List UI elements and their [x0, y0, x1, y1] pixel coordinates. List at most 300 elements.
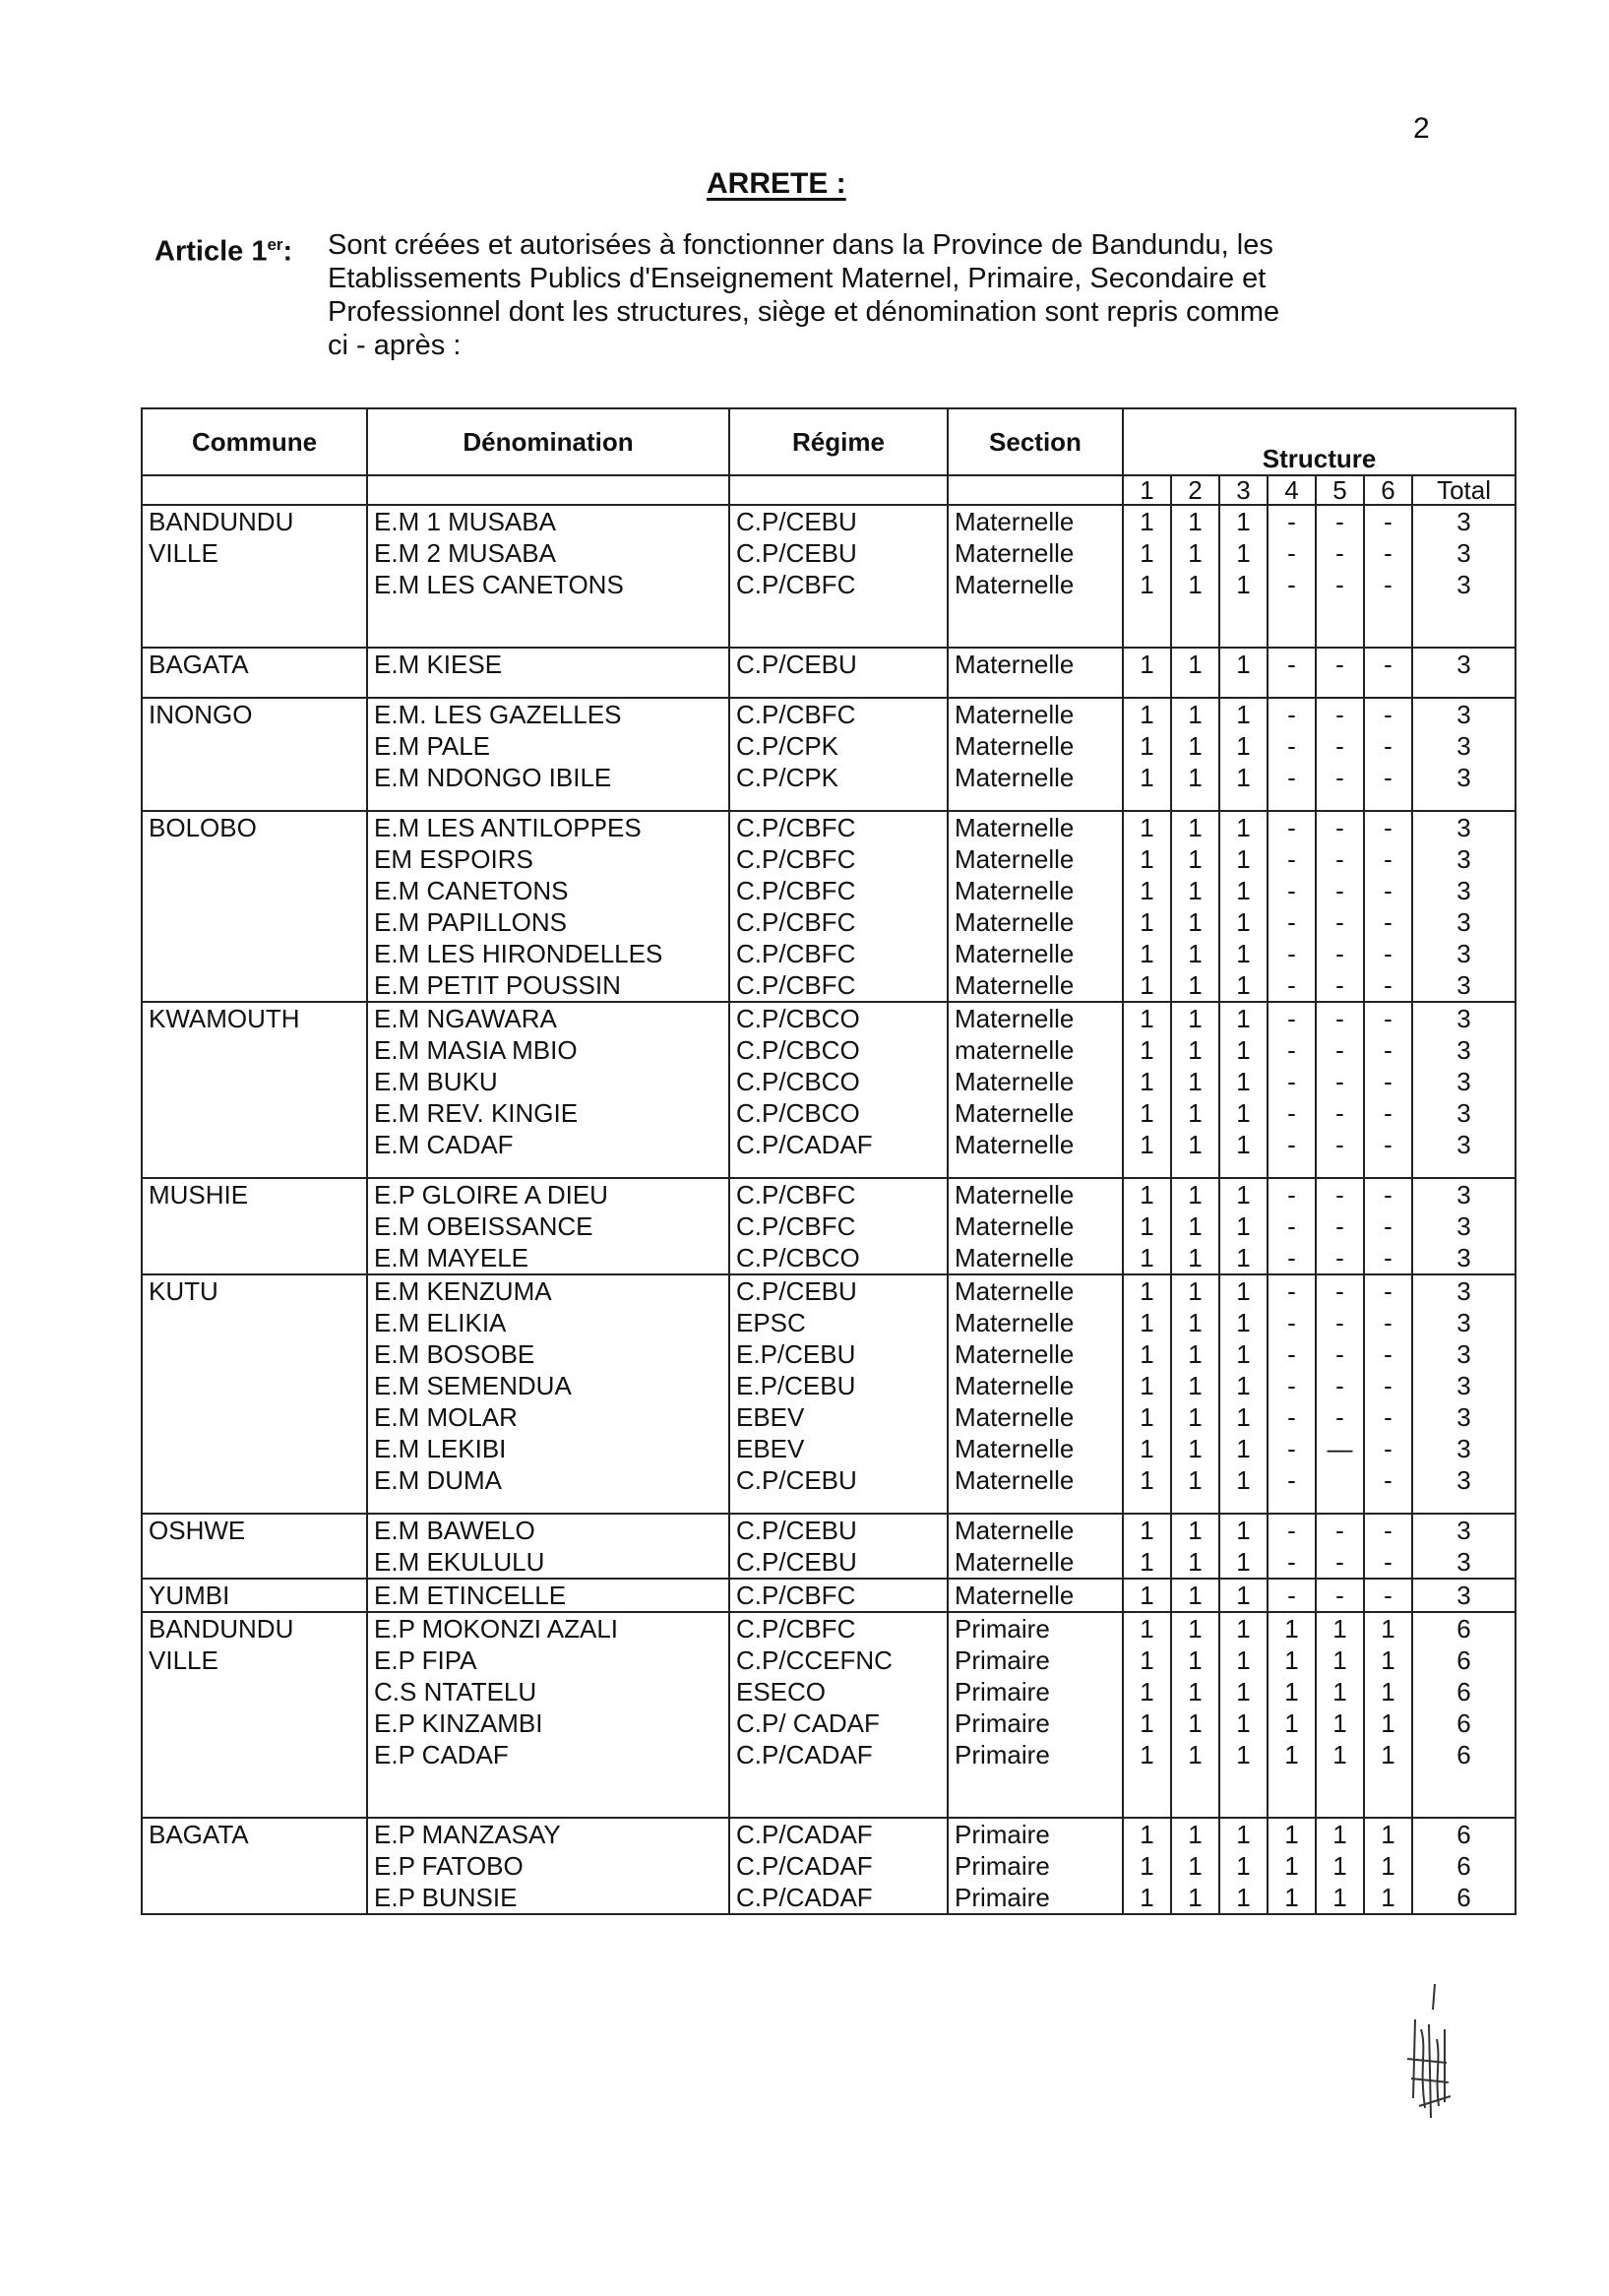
structure-level-cell: - [1364, 1002, 1412, 1034]
section-cell: Maternelle [948, 1370, 1123, 1401]
subheader-level: 3 [1219, 475, 1268, 505]
commune-name: VILLE [149, 1645, 218, 1675]
regime-cell: C.P/CBFC [729, 938, 948, 969]
structure-level-cell: 1 [1123, 648, 1171, 680]
structure-level-cell: 1 [1171, 569, 1219, 600]
denomination-cell: E.M LEKIBI [367, 1433, 729, 1464]
structure-level-cell: 1 [1123, 811, 1171, 843]
spacer-cell [1123, 680, 1171, 698]
structure-level-cell: 1 [1219, 537, 1268, 569]
structure-level-cell: 1 [1171, 1034, 1219, 1066]
regime-cell: C.P/CBCO [729, 1097, 948, 1129]
article-label-sup: er [267, 235, 283, 254]
table-row [142, 811, 1516, 843]
commune-cell [142, 648, 367, 698]
structure-level-cell: 1 [1171, 648, 1219, 680]
structure-level-cell: 1 [1171, 1850, 1219, 1882]
denomination-cell: E.M OBEISSANCE [367, 1210, 729, 1242]
structure-level-cell: 1 [1219, 730, 1268, 762]
structure-total-cell: 3 [1412, 1242, 1516, 1274]
regime-cell: C.P/CEBU [729, 648, 948, 680]
spacer-cell [1219, 793, 1268, 811]
spacer-cell [1171, 793, 1219, 811]
subheader-total: Total [1412, 475, 1516, 505]
structure-level-cell: - [1364, 1274, 1412, 1307]
structure-level-cell: - [1316, 1002, 1364, 1034]
structure-level-cell: 1 [1171, 1882, 1219, 1914]
structure-level-cell: - [1316, 811, 1364, 843]
structure-level-cell: 1 [1123, 1307, 1171, 1338]
spacer-cell [1219, 600, 1268, 648]
structure-total-cell: 3 [1412, 1307, 1516, 1338]
structure-level-cell: 1 [1219, 1612, 1268, 1644]
structure-level-cell: 1 [1123, 698, 1171, 730]
structure-level-cell: 1 [1171, 1514, 1219, 1546]
section-cell: Maternelle [948, 1546, 1123, 1579]
spacer-cell [1219, 1770, 1268, 1818]
spacer-cell [1364, 680, 1412, 698]
structure-level-cell: 1 [1171, 762, 1219, 793]
structure-level-cell: - [1268, 730, 1316, 762]
spacer-cell [367, 1160, 729, 1178]
table-row [142, 1002, 1516, 1034]
structure-level-cell: 1 [1123, 1370, 1171, 1401]
denomination-cell: E.M 1 MUSABA [367, 505, 729, 537]
section-cell: Primaire [948, 1882, 1123, 1914]
section-cell: Maternelle [948, 1178, 1123, 1210]
section-cell: Maternelle [948, 569, 1123, 600]
structure-level-cell: 1 [1171, 730, 1219, 762]
denomination-cell: E.M LES ANTILOPPES [367, 811, 729, 843]
structure-level-cell: 1 [1268, 1818, 1316, 1850]
structure-total-cell: 3 [1412, 698, 1516, 730]
structure-level-cell: 1 [1219, 1739, 1268, 1770]
section-cell: Maternelle [948, 1242, 1123, 1274]
spacer-cell [1412, 1770, 1516, 1818]
structure-level-cell: 1 [1219, 569, 1268, 600]
denomination-cell: E.M PETIT POUSSIN [367, 969, 729, 1002]
section-cell: maternelle [948, 1034, 1123, 1066]
spacer-cell [1219, 680, 1268, 698]
structure-level-cell: 1 [1219, 1242, 1268, 1274]
commune-cell [142, 1274, 367, 1514]
structure-level-cell: 1 [1123, 906, 1171, 938]
structure-total-cell: 3 [1412, 906, 1516, 938]
table-row [142, 1612, 1516, 1644]
structure-level-cell: 1 [1316, 1850, 1364, 1882]
structure-level-cell: 1 [1219, 1034, 1268, 1066]
regime-cell: C.P/CADAF [729, 1818, 948, 1850]
denomination-cell: E.P MOKONZI AZALI [367, 1612, 729, 1644]
structure-level-cell: 1 [1123, 969, 1171, 1002]
regime-cell: C.P/CEBU [729, 505, 948, 537]
structure-level-cell: 1 [1171, 1066, 1219, 1097]
spacer-cell [1268, 1160, 1316, 1178]
spacer-cell [367, 793, 729, 811]
structure-level-cell: 1 [1123, 1066, 1171, 1097]
regime-cell: C.P/CBCO [729, 1034, 948, 1066]
structure-level-cell: - [1364, 698, 1412, 730]
spacer-cell [1412, 1160, 1516, 1178]
table-subheader-row [142, 475, 1516, 505]
structure-level-cell: 1 [1171, 1370, 1219, 1401]
structure-level-cell: 1 [1268, 1676, 1316, 1707]
structure-level-cell: 1 [1219, 1307, 1268, 1338]
denomination-cell: E.M CADAF [367, 1129, 729, 1160]
denomination-cell: E.M MOLAR [367, 1401, 729, 1433]
structure-level-cell: 1 [1123, 730, 1171, 762]
spacer-cell [1123, 600, 1171, 648]
section-cell: Maternelle [948, 1274, 1123, 1307]
structure-total-cell: 3 [1412, 762, 1516, 793]
spacer-cell [729, 1770, 948, 1818]
article-line: Professionnel dont les structures, siège et dénomination sont repris comme [328, 296, 1280, 328]
structure-level-cell: - [1364, 906, 1412, 938]
structure-total-cell: 3 [1412, 1433, 1516, 1464]
header-commune: Commune [142, 408, 367, 475]
structure-level-cell: 1 [1123, 1034, 1171, 1066]
structure-level-cell: 1 [1171, 969, 1219, 1002]
article-label-text: Article 1 [155, 235, 268, 268]
structure-level-cell: 1 [1123, 938, 1171, 969]
structure-level-cell: - [1316, 1274, 1364, 1307]
denomination-cell: E.M NDONGO IBILE [367, 762, 729, 793]
structure-total-cell: 3 [1412, 1401, 1516, 1433]
commune-group [142, 811, 1516, 1002]
structure-total-cell: 3 [1412, 505, 1516, 537]
structure-level-cell: 1 [1123, 1129, 1171, 1160]
structure-level-cell: 1 [1123, 1097, 1171, 1129]
structure-level-cell: - [1364, 811, 1412, 843]
spacer-cell [1123, 1496, 1171, 1514]
regime-cell: C.P/CADAF [729, 1882, 948, 1914]
section-cell: Primaire [948, 1818, 1123, 1850]
structure-level-cell: - [1268, 1066, 1316, 1097]
denomination-cell: E.M LES HIRONDELLES [367, 938, 729, 969]
structure-level-cell: - [1364, 1178, 1412, 1210]
structure-level-cell: 1 [1219, 969, 1268, 1002]
structure-level-cell: 1 [1123, 1882, 1171, 1914]
structure-level-cell: 1 [1123, 1612, 1171, 1644]
structure-level-cell: 1 [1171, 1242, 1219, 1274]
structure-total-cell: 3 [1412, 1129, 1516, 1160]
structure-total-cell: 3 [1412, 1210, 1516, 1242]
commune-group [142, 1178, 1516, 1274]
structure-level-cell: - [1268, 1210, 1316, 1242]
structure-level-cell: 1 [1268, 1612, 1316, 1644]
spacer-cell [948, 1160, 1123, 1178]
structure-total-cell: 3 [1412, 1097, 1516, 1129]
section-cell: Maternelle [948, 698, 1123, 730]
structure-level-cell: - [1364, 762, 1412, 793]
structure-level-cell: 1 [1171, 1002, 1219, 1034]
structure-level-cell: - [1364, 1242, 1412, 1274]
denomination-cell: E.M BOSOBE [367, 1338, 729, 1370]
structure-level-cell: - [1316, 1514, 1364, 1546]
structure-level-cell: 1 [1123, 843, 1171, 875]
structure-level-cell: - [1268, 1401, 1316, 1433]
structure-level-cell: 1 [1171, 1707, 1219, 1739]
article-line: Etablissements Publics d'Enseignement Maternel, Primaire, Secondaire et [328, 263, 1267, 294]
commune-cell [142, 811, 367, 1002]
spacer-cell [1412, 600, 1516, 648]
structure-level-cell: 1 [1219, 1433, 1268, 1464]
regime-cell: C.P/CBFC [729, 969, 948, 1002]
structure-level-cell: - [1268, 843, 1316, 875]
spacer-cell [1171, 600, 1219, 648]
denomination-cell: E.M KIESE [367, 648, 729, 680]
structure-level-cell: 1 [1123, 1739, 1171, 1770]
section-cell: Maternelle [948, 1433, 1123, 1464]
structure-level-cell: - [1268, 1370, 1316, 1401]
structure-level-cell: 1 [1219, 843, 1268, 875]
structure-level-cell: 1 [1171, 1129, 1219, 1160]
structure-level-cell: - [1316, 1370, 1364, 1401]
structure-total-cell: 3 [1412, 1546, 1516, 1579]
spacer-cell [729, 1496, 948, 1514]
denomination-cell: E.P MANZASAY [367, 1818, 729, 1850]
section-cell: Maternelle [948, 969, 1123, 1002]
spacer-cell [1316, 680, 1364, 698]
denomination-cell: E.M ELIKIA [367, 1307, 729, 1338]
spacer-cell [1316, 1160, 1364, 1178]
structure-level-cell: - [1316, 1579, 1364, 1612]
spacer-cell [1123, 1160, 1171, 1178]
structure-level-cell: 1 [1123, 1707, 1171, 1739]
table-row [142, 505, 1516, 537]
structure-level-cell: - [1268, 505, 1316, 537]
commune-name: OSHWE [149, 1516, 246, 1545]
structure-level-cell: - [1364, 648, 1412, 680]
section-cell: Maternelle [948, 1066, 1123, 1097]
structure-level-cell: 1 [1219, 1178, 1268, 1210]
denomination-cell: E.P CADAF [367, 1739, 729, 1770]
structure-total-cell: 3 [1412, 1178, 1516, 1210]
structure-level-cell: - [1316, 1097, 1364, 1129]
denomination-cell: E.M SEMENDUA [367, 1370, 729, 1401]
section-cell: Maternelle [948, 875, 1123, 906]
spacer-cell [1123, 1770, 1171, 1818]
commune-group [142, 1612, 1516, 1818]
commune-name: KUTU [149, 1276, 218, 1306]
commune-name: MUSHIE [149, 1180, 249, 1210]
spacer-cell [1412, 793, 1516, 811]
regime-cell: EBEV [729, 1401, 948, 1433]
structure-level-cell: - [1364, 1097, 1412, 1129]
commune-group [142, 1514, 1516, 1579]
regime-cell: C.P/CBFC [729, 1210, 948, 1242]
structure-level-cell: - [1364, 505, 1412, 537]
structure-level-cell: 1 [1171, 537, 1219, 569]
structure-level-cell: - [1364, 730, 1412, 762]
structure-level-cell: 1 [1219, 1401, 1268, 1433]
structure-level-cell: 1 [1219, 1644, 1268, 1676]
spacer-cell [1171, 1496, 1219, 1514]
regime-cell: C.P/CBCO [729, 1242, 948, 1274]
table-row [142, 648, 1516, 680]
structure-level-cell: - [1316, 969, 1364, 1002]
structure-level-cell: 1 [1219, 811, 1268, 843]
structure-level-cell: - [1316, 1178, 1364, 1210]
structure-level-cell: 1 [1219, 1066, 1268, 1097]
structure-level-cell: 1 [1123, 505, 1171, 537]
denomination-cell: E.M MASIA MBIO [367, 1034, 729, 1066]
section-cell: Maternelle [948, 1129, 1123, 1160]
spacer-cell [1316, 600, 1364, 648]
structure-level-cell: - [1316, 569, 1364, 600]
structure-level-cell: - [1268, 698, 1316, 730]
commune-name: BANDUNDU [149, 1614, 294, 1644]
structure-level-cell: 1 [1316, 1644, 1364, 1676]
subheader-empty [948, 475, 1123, 505]
regime-cell: C.P/CBFC [729, 1178, 948, 1210]
structure-level-cell: 1 [1123, 1850, 1171, 1882]
regime-cell: C.P/CEBU [729, 1514, 948, 1546]
structure-total-cell: 3 [1412, 730, 1516, 762]
spacer-cell [1268, 600, 1316, 648]
section-cell: Maternelle [948, 1307, 1123, 1338]
structure-total-cell: 3 [1412, 1464, 1516, 1496]
structure-level-cell: - [1364, 1129, 1412, 1160]
structure-level-cell: - [1364, 1370, 1412, 1401]
regime-cell: C.P/CBFC [729, 1612, 948, 1644]
structure-level-cell: - [1268, 875, 1316, 906]
structure-level-cell: 1 [1219, 762, 1268, 793]
structure-level-cell: - [1268, 969, 1316, 1002]
structure-level-cell: - [1364, 1401, 1412, 1433]
regime-cell: C.P/CCEFNC [729, 1644, 948, 1676]
regime-cell: C.P/CBFC [729, 698, 948, 730]
structure-level-cell: 1 [1171, 906, 1219, 938]
denomination-cell: E.M 2 MUSABA [367, 537, 729, 569]
page-number: 2 [1413, 112, 1430, 145]
structure-level-cell: - [1316, 1066, 1364, 1097]
structure-total-cell: 3 [1412, 1002, 1516, 1034]
structure-total-cell: 3 [1412, 1370, 1516, 1401]
structure-level-cell: 1 [1219, 1850, 1268, 1882]
structure-level-cell: - [1316, 762, 1364, 793]
structure-level-cell: - [1364, 569, 1412, 600]
table-row [142, 1178, 1516, 1210]
spacer-cell [948, 600, 1123, 648]
section-cell: Primaire [948, 1612, 1123, 1644]
denomination-cell: E.M PALE [367, 730, 729, 762]
structure-level-cell: 1 [1364, 1850, 1412, 1882]
structure-level-cell: - [1316, 1338, 1364, 1370]
spacer-cell [729, 793, 948, 811]
section-cell: Maternelle [948, 762, 1123, 793]
structure-level-cell: 1 [1123, 875, 1171, 906]
structure-level-cell: 1 [1364, 1707, 1412, 1739]
structure-level-cell: - [1316, 1210, 1364, 1242]
structure-level-cell: 1 [1219, 1274, 1268, 1307]
structure-level-cell: - [1316, 1401, 1364, 1433]
structure-level-cell: 1 [1171, 1739, 1219, 1770]
commune-name: KWAMOUTH [149, 1004, 300, 1033]
spacer-cell [1171, 1160, 1219, 1178]
denomination-cell: E.P BUNSIE [367, 1882, 729, 1914]
article-1 [155, 228, 1434, 362]
signature-mark [1376, 1980, 1474, 2128]
denomination-cell: E.M CANETONS [367, 875, 729, 906]
structure-total-cell: 6 [1412, 1707, 1516, 1739]
structure-level-cell: - [1268, 1274, 1316, 1307]
regime-cell: C.P/CBFC [729, 569, 948, 600]
structure-level-cell: - [1268, 762, 1316, 793]
structure-level-cell: - [1268, 1546, 1316, 1579]
structure-level-cell: 1 [1219, 1370, 1268, 1401]
denomination-cell: E.M BUKU [367, 1066, 729, 1097]
structure-level-cell: 1 [1219, 1546, 1268, 1579]
commune-group [142, 648, 1516, 698]
structure-level-cell: - [1268, 1242, 1316, 1274]
structure-level-cell: - [1364, 1579, 1412, 1612]
structure-level-cell: - [1268, 537, 1316, 569]
structure-total-cell: 6 [1412, 1739, 1516, 1770]
commune-group [142, 505, 1516, 648]
denomination-cell: E.M MAYELE [367, 1242, 729, 1274]
structure-total-cell: 3 [1412, 843, 1516, 875]
spacer-cell [1268, 1770, 1316, 1818]
denomination-cell: E.P GLOIRE A DIEU [367, 1178, 729, 1210]
spacer-cell [1171, 1770, 1219, 1818]
structure-level-cell: — [1316, 1433, 1364, 1464]
commune-cell [142, 698, 367, 811]
header-denomination: Dénomination [367, 408, 729, 475]
commune-group [142, 1002, 1516, 1178]
commune-cell [142, 1818, 367, 1914]
schools-table [141, 407, 1516, 1915]
regime-cell: C.P/CBFC [729, 906, 948, 938]
structure-level-cell: 1 [1123, 569, 1171, 600]
structure-level-cell: - [1364, 1433, 1412, 1464]
structure-level-cell [1316, 1464, 1364, 1496]
structure-level-cell: - [1268, 1433, 1316, 1464]
section-cell: Primaire [948, 1707, 1123, 1739]
structure-level-cell: 1 [1268, 1850, 1316, 1882]
structure-level-cell: 1 [1171, 843, 1219, 875]
structure-level-cell: - [1316, 698, 1364, 730]
denomination-cell: E.M DUMA [367, 1464, 729, 1496]
structure-level-cell: - [1268, 1307, 1316, 1338]
structure-total-cell: 6 [1412, 1644, 1516, 1676]
subheader-level: 6 [1364, 475, 1412, 505]
structure-level-cell: 1 [1364, 1818, 1412, 1850]
structure-level-cell: 1 [1123, 1274, 1171, 1307]
commune-cell [142, 505, 367, 648]
regime-cell: C.P/CEBU [729, 537, 948, 569]
commune-name: VILLE [149, 538, 218, 568]
regime-cell: C.P/CPK [729, 730, 948, 762]
structure-level-cell: 1 [1123, 537, 1171, 569]
structure-level-cell: 1 [1268, 1707, 1316, 1739]
spacer-cell [948, 680, 1123, 698]
denomination-cell: E.P FIPA [367, 1644, 729, 1676]
article-line: Sont créées et autorisées à fonctionner dans la Province de Bandundu, les [328, 229, 1273, 261]
structure-level-cell: - [1268, 648, 1316, 680]
structure-level-cell: - [1316, 1129, 1364, 1160]
structure-level-cell: 1 [1123, 1676, 1171, 1707]
structure-level-cell: 1 [1219, 1097, 1268, 1129]
regime-cell: EPSC [729, 1307, 948, 1338]
spacer-cell [729, 1160, 948, 1178]
commune-group [142, 1579, 1516, 1612]
denomination-cell: E.P KINZAMBI [367, 1707, 729, 1739]
structure-level-cell: 1 [1316, 1882, 1364, 1914]
structure-level-cell: - [1364, 1546, 1412, 1579]
structure-level-cell: 1 [1364, 1739, 1412, 1770]
structure-level-cell: 1 [1364, 1676, 1412, 1707]
